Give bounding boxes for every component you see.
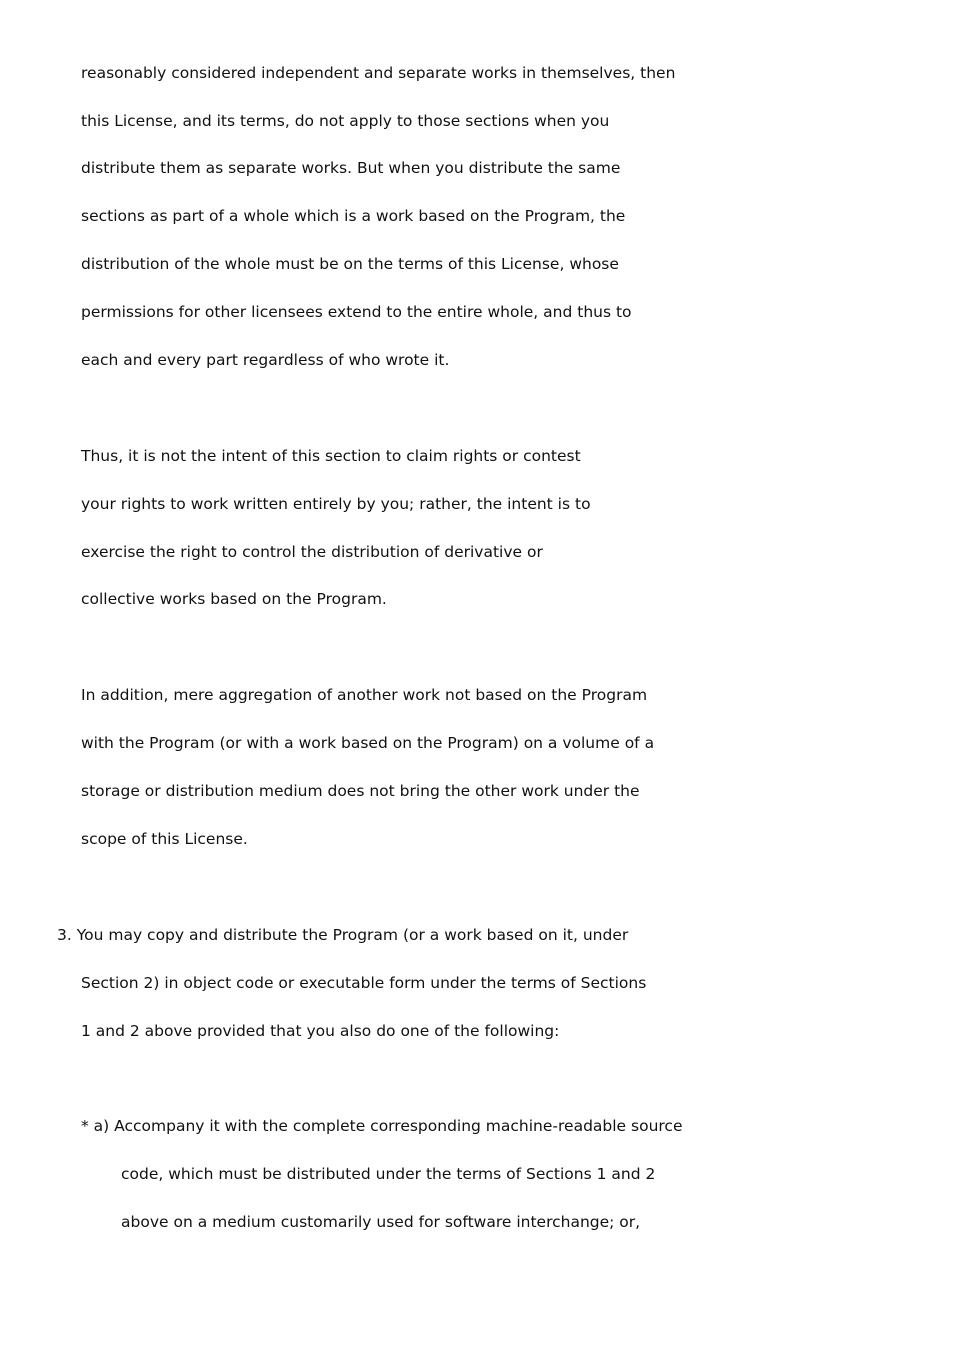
- text-line: collective works based on the Program.: [81, 590, 387, 608]
- text-line: distribute them as separate works. But when you distribute the same: [81, 159, 621, 177]
- section-heading-line: 3. You may copy and distribute the Program (or a work based on it, under: [57, 926, 629, 944]
- text-line: Thus, it is not the intent of this section to claim rights or contest: [81, 447, 581, 465]
- text-line: In addition, mere aggregation of another work not based on the Program: [81, 686, 648, 704]
- text-line: code, which must be distributed under the terms of Sections 1 and 2: [121, 1165, 656, 1183]
- text-line: distribution of the whole must be on the terms of this License, whose: [81, 255, 619, 273]
- text-line: permissions for other licensees extend to the entire whole, and thus to: [81, 303, 632, 321]
- text-line: Section 2) in object code or executable form under the terms of Sections: [81, 974, 647, 992]
- text-line: 1 and 2 above provided that you also do one of the following:: [81, 1022, 560, 1040]
- text-line: above on a medium customarily used for software interchange; or,: [121, 1213, 641, 1231]
- text-line: your rights to work written entirely by you; rather, the intent is to: [81, 495, 591, 513]
- text-line: exercise the right to control the distribution of derivative or: [81, 543, 543, 561]
- text-line: with the Program (or with a work based on the Program) on a volume of a: [81, 734, 655, 752]
- text-line: each and every part regardless of who wrote it.: [81, 351, 450, 369]
- text-line: sections as part of a whole which is a work based on the Program, the: [81, 207, 626, 225]
- text-line: scope of this License.: [81, 830, 248, 848]
- text-line: reasonably considered independent and separate works in themselves, then: [81, 64, 676, 82]
- text-line: storage or distribution medium does not bring the other work under the: [81, 782, 640, 800]
- text-line: this License, and its terms, do not apply to those sections when you: [81, 112, 610, 130]
- list-item-line: * a) Accompany it with the complete corresponding machine-readable source: [81, 1117, 683, 1135]
